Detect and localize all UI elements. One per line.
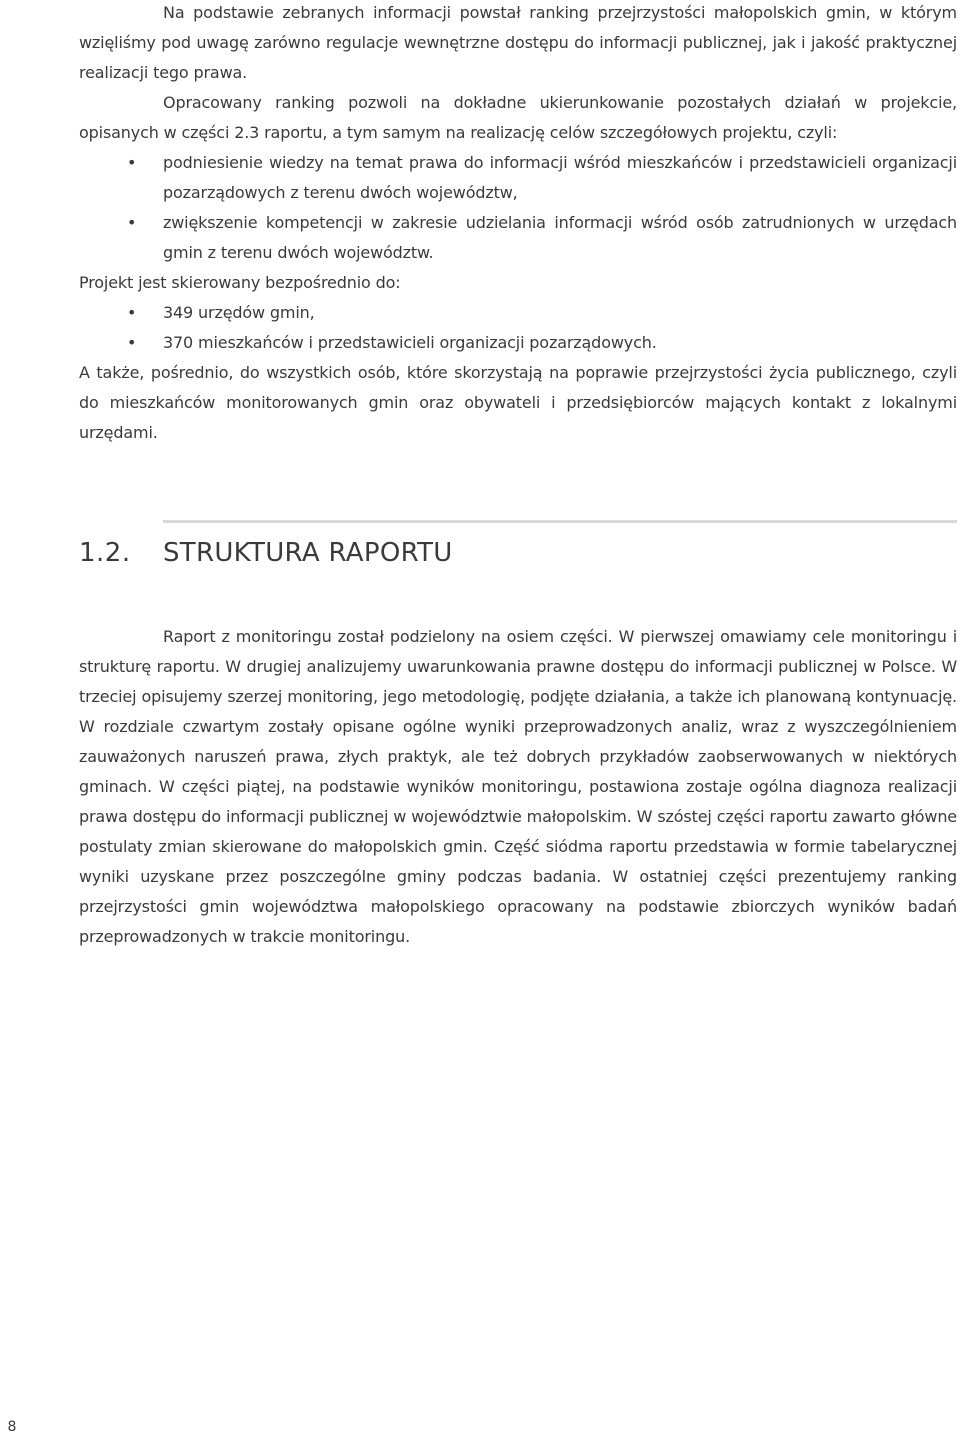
bullet-icon: • bbox=[127, 213, 137, 232]
section-number: 1.2. bbox=[79, 538, 131, 568]
page-number: 8 bbox=[7, 1419, 17, 1435]
goals-list bbox=[79, 148, 957, 268]
structure-block bbox=[79, 622, 957, 952]
section-divider bbox=[163, 520, 957, 523]
list-item: • podniesienie wiedzy na temat prawa do informacji wśród mieszkańców i przedstawicieli organizacji pozarządowych z terenu dwóch województw, bbox=[79, 148, 957, 208]
targets-intro: Projekt jest skierowany bezpośrednio do: bbox=[79, 273, 401, 292]
list-item: • zwiększenie kompetencji w zakresie udzielania informacji wśród osób zatrudnionych w urzędach gmin z terenu dwóch województw. bbox=[79, 208, 957, 268]
structure-paragraph: Raport z monitoringu został podzielony na osiem części. W pierwszej omawiamy cele monitoringu i strukturę raportu. W drugiej analizujemy uwarunkowania prawne dostępu do informacji publicznej w Polsce. W trzeciej opisujemy szerzej monitoring, jego metodologię, podjęte działania, a także ich planowaną kontynuację. W rozdziale czwartym zostały opisane ogólne wyniki przeprowadzonych analiz, wraz z wyszczególnieniem zauważonych naruszeń prawa, złych praktyk, ale też dobrych przykładów zaobserwowanych w niektórych gminach. W części piątej, na podstawie wyników monitoringu, postawiona zostaje ogólna diagnoza realizacji prawa dostępu do informacji publicznej w województwie małopolskim. W szóstej części raportu zawarto główne postulaty zmian skierowane do małopolskich gmin. Część siódma raportu przedstawia w formie tabelarycznej wyniki uzyskane przez poszczególne gminy podczas badania. W ostatniej części prezentujemy ranking przejrzystości gmin województwa małopolskiego opracowany na podstawie zbiorczych wyników badań przeprowadzonych w trakcie monitoringu. bbox=[79, 627, 957, 946]
bullet-icon: • bbox=[127, 333, 137, 352]
intro-paragraph-ranking: Na podstawie zebranych informacji powstał ranking przejrzystości małopolskich gmin, w którym wzięliśmy pod uwagę zarówno regulacje wewnętrzne dostępu do informacji publicznej, jak i jakość praktycznej realizacji tego prawa. bbox=[79, 3, 957, 82]
list-item: • 370 mieszkańców i przedstawicieli organizacji pozarządowych. bbox=[79, 328, 957, 358]
bullet-icon: • bbox=[127, 153, 137, 172]
intro-block bbox=[79, 0, 957, 448]
list-item: • 349 urzędów gmin, bbox=[79, 298, 957, 328]
bullet-icon: • bbox=[127, 303, 137, 322]
targets-list bbox=[79, 298, 957, 358]
section-heading bbox=[79, 518, 957, 588]
indirect-recipients-paragraph: A także, pośrednio, do wszystkich osób, które skorzystają na poprawie przejrzystości życia publicznego, czyli do mieszkańców monitorowanych gmin oraz obywateli i przedsiębiorców mających kontakt z lokalnymi urzędami. bbox=[79, 363, 957, 442]
section-title: STRUKTURA RAPORTU bbox=[163, 538, 453, 568]
intro-paragraph-purpose: Opracowany ranking pozwoli na dokładne ukierunkowanie pozostałych działań w projekcie, opisanych w części 2.3 raportu, a tym samym na realizację celów szczegółowych projektu, czyli: bbox=[79, 93, 957, 142]
